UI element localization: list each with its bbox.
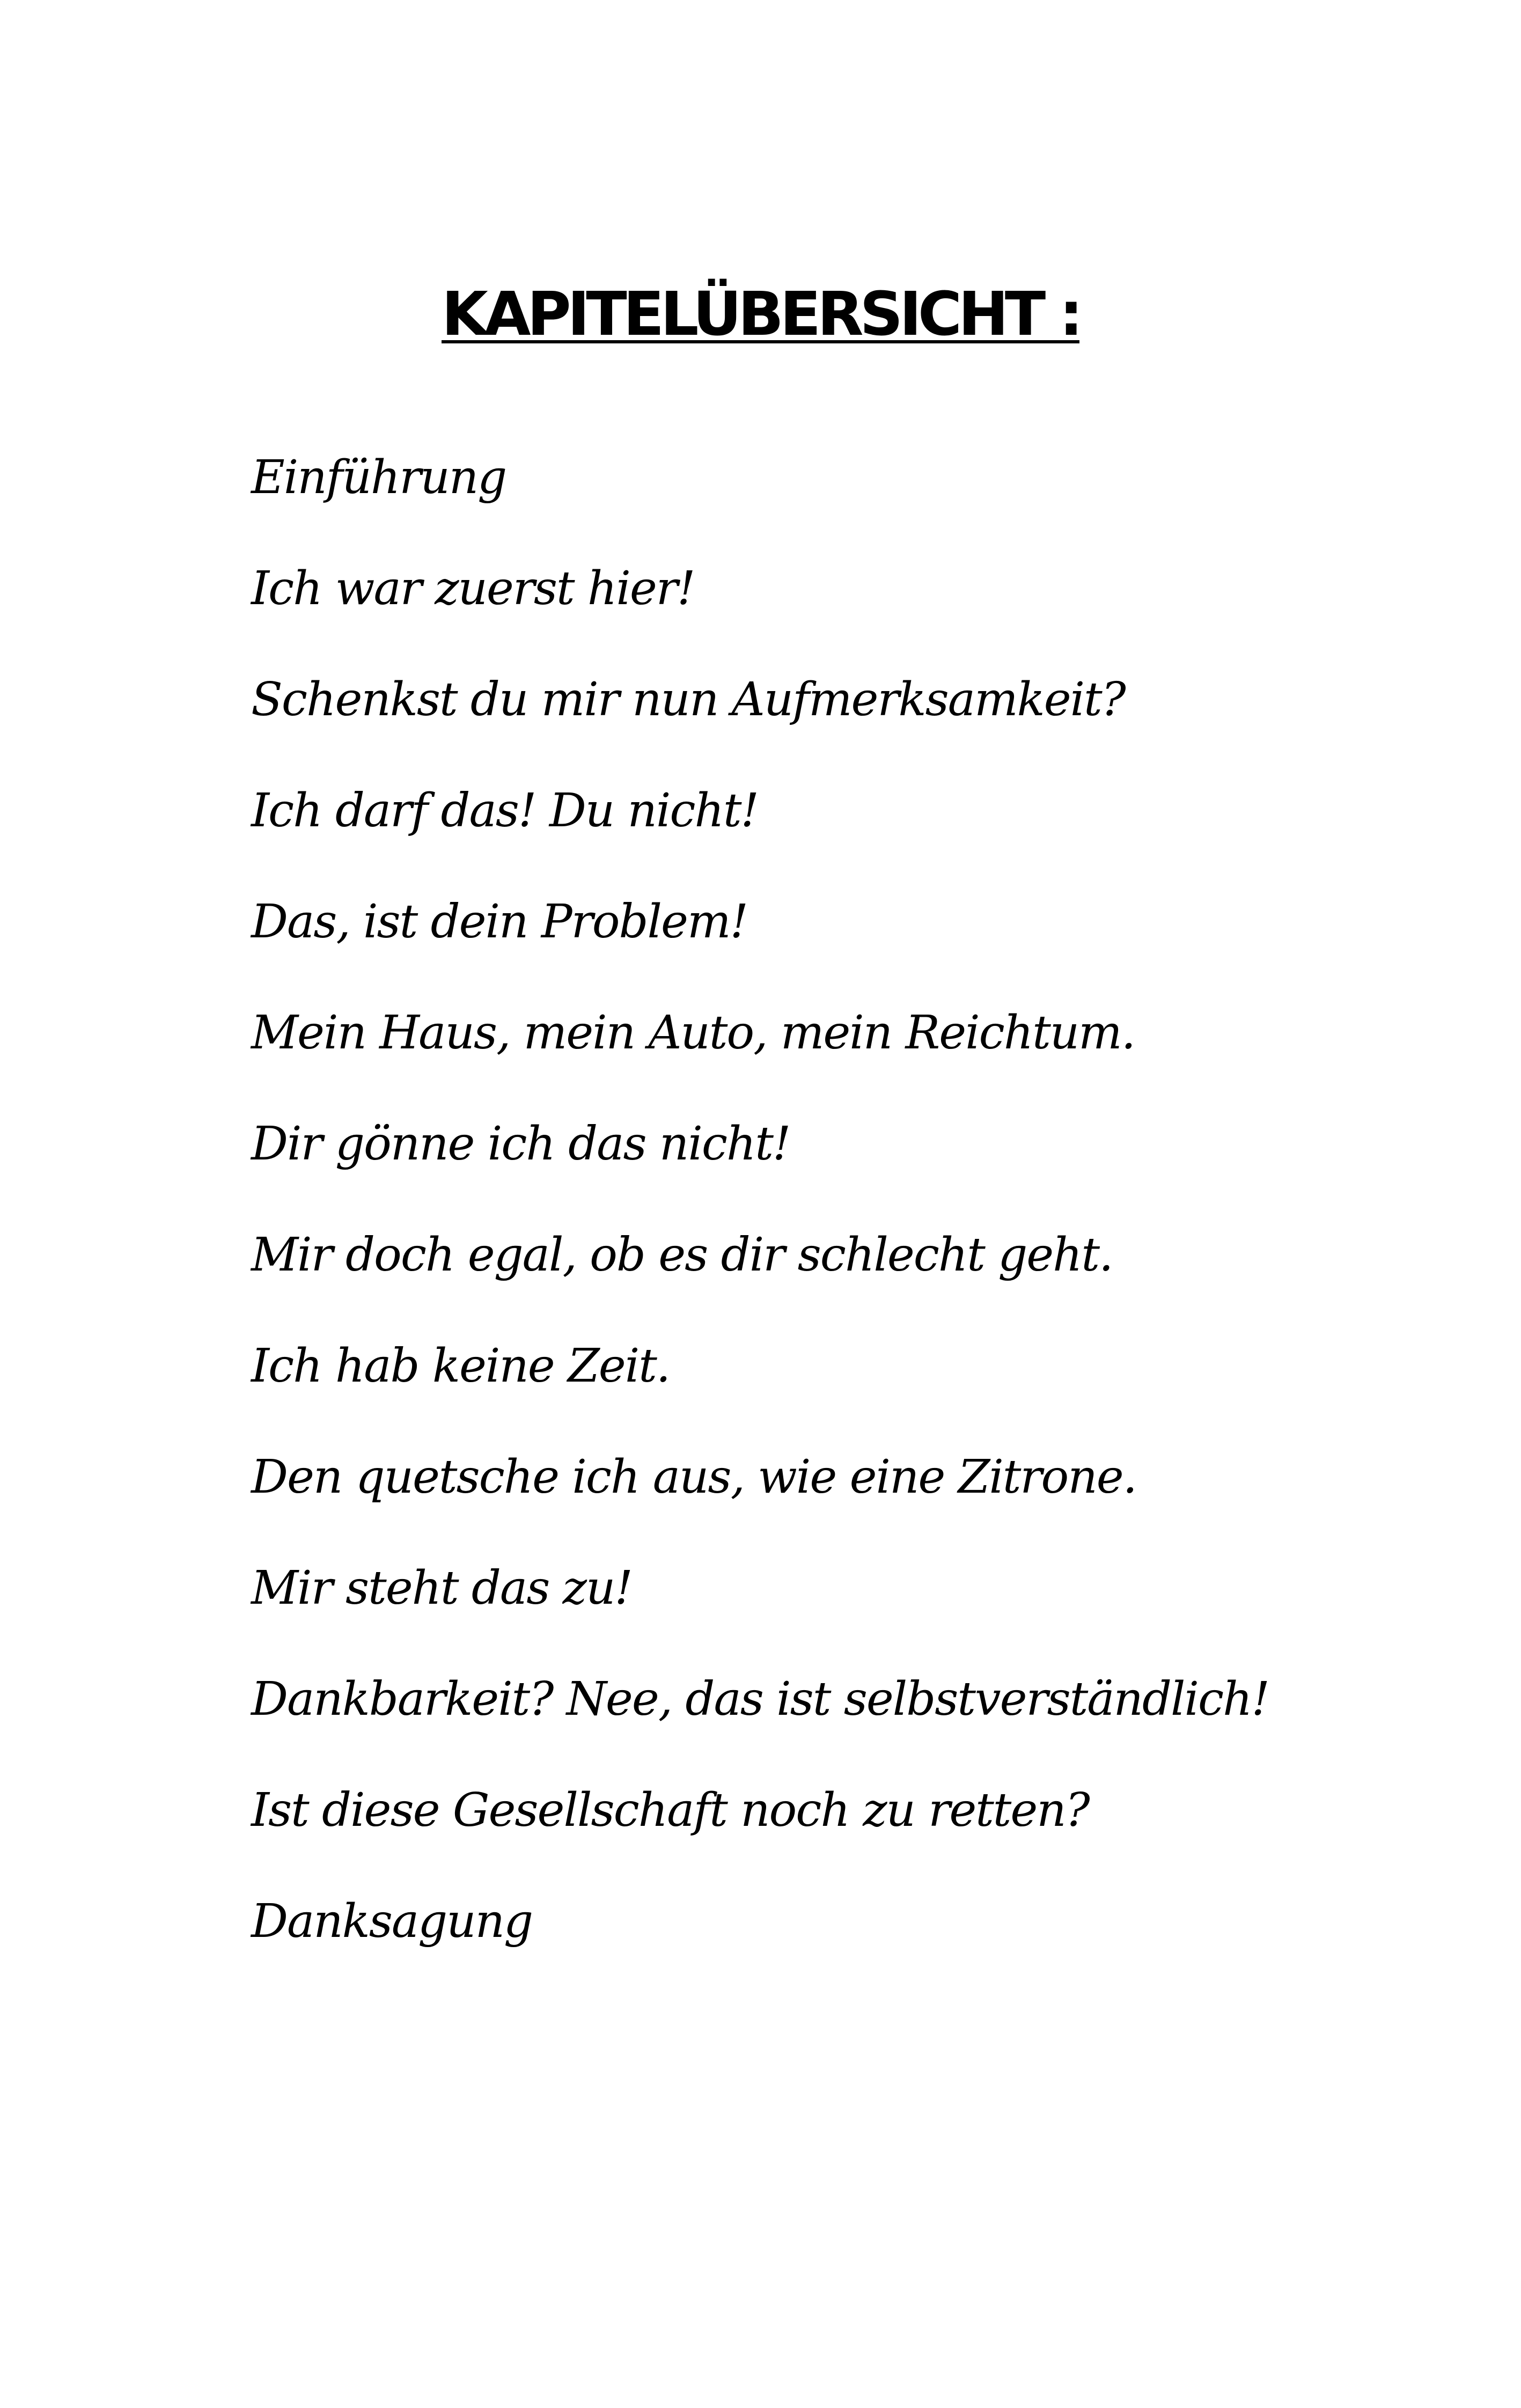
- chapter-item: Mir doch egal, ob es dir schlecht geht.: [251, 1228, 1113, 1282]
- chapter-list: [251, 445, 1269, 2000]
- chapter-item: Ich war zuerst hier!: [251, 562, 695, 615]
- chapter-item: Das, ist dein Problem!: [251, 895, 748, 949]
- chapter-item: Ich hab keine Zeit.: [251, 1339, 670, 1393]
- chapter-item: Dir gönne ich das nicht!: [251, 1117, 790, 1171]
- chapter-item: Danksagung: [251, 1895, 533, 1948]
- page-title: [0, 280, 1521, 350]
- chapter-item: Ist diese Gesellschaft noch zu retten?: [251, 1783, 1089, 1837]
- chapter-item: Ich darf das! Du nicht!: [251, 784, 759, 838]
- chapter-item: Mein Haus, mein Auto, mein Reichtum.: [251, 1006, 1135, 1060]
- chapter-item: Einführung: [251, 451, 506, 504]
- chapter-item: Den quetsche ich aus, wie eine Zitrone.: [251, 1450, 1136, 1504]
- chapter-item: Dankbarkeit? Nee, das ist selbstverständlich!: [251, 1672, 1269, 1726]
- page-title-text: KAPITELÜBERSICHT :: [441, 280, 1079, 350]
- chapter-item: Mir steht das zu!: [251, 1561, 632, 1615]
- chapter-item: Schenkst du mir nun Aufmerksamkeit?: [251, 673, 1125, 726]
